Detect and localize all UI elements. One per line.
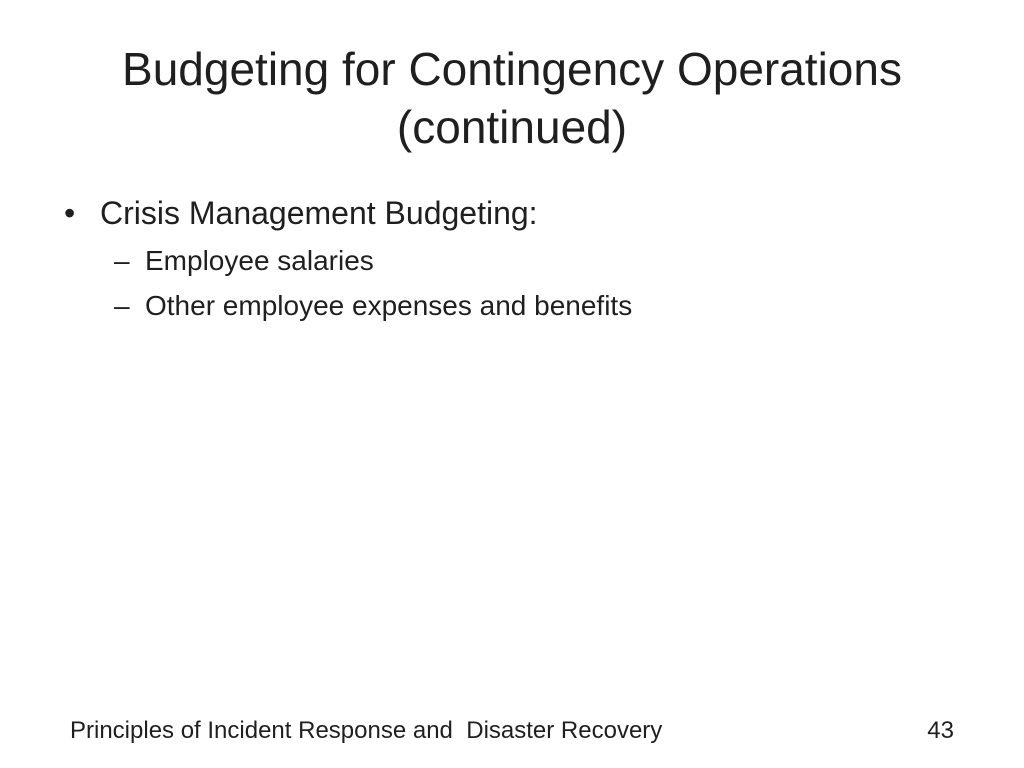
- slide-number: 43: [927, 717, 954, 744]
- sub-bullet-item: [114, 238, 956, 283]
- bullet-marker: •: [64, 195, 76, 231]
- footer-course-title: Principles of Incident Response and Disaster Recovery: [70, 717, 663, 744]
- bullet-item: [56, 188, 956, 238]
- title-line-2: (continued): [396, 101, 628, 153]
- dash-marker: –: [114, 290, 130, 321]
- sub-bullet-item: [114, 283, 956, 328]
- sub-bullet-text: Employee salaries: [145, 245, 374, 276]
- title-line-1: Budgeting for Contingency Operations: [122, 43, 902, 95]
- slide-title: [40, 40, 984, 156]
- bullet-text: Crisis Management Budgeting:: [100, 195, 538, 231]
- sub-bullet-list: [114, 238, 956, 328]
- slide-body: [56, 188, 956, 328]
- dash-marker: –: [114, 245, 130, 276]
- sub-bullet-text: Other employee expenses and benefits: [145, 290, 633, 321]
